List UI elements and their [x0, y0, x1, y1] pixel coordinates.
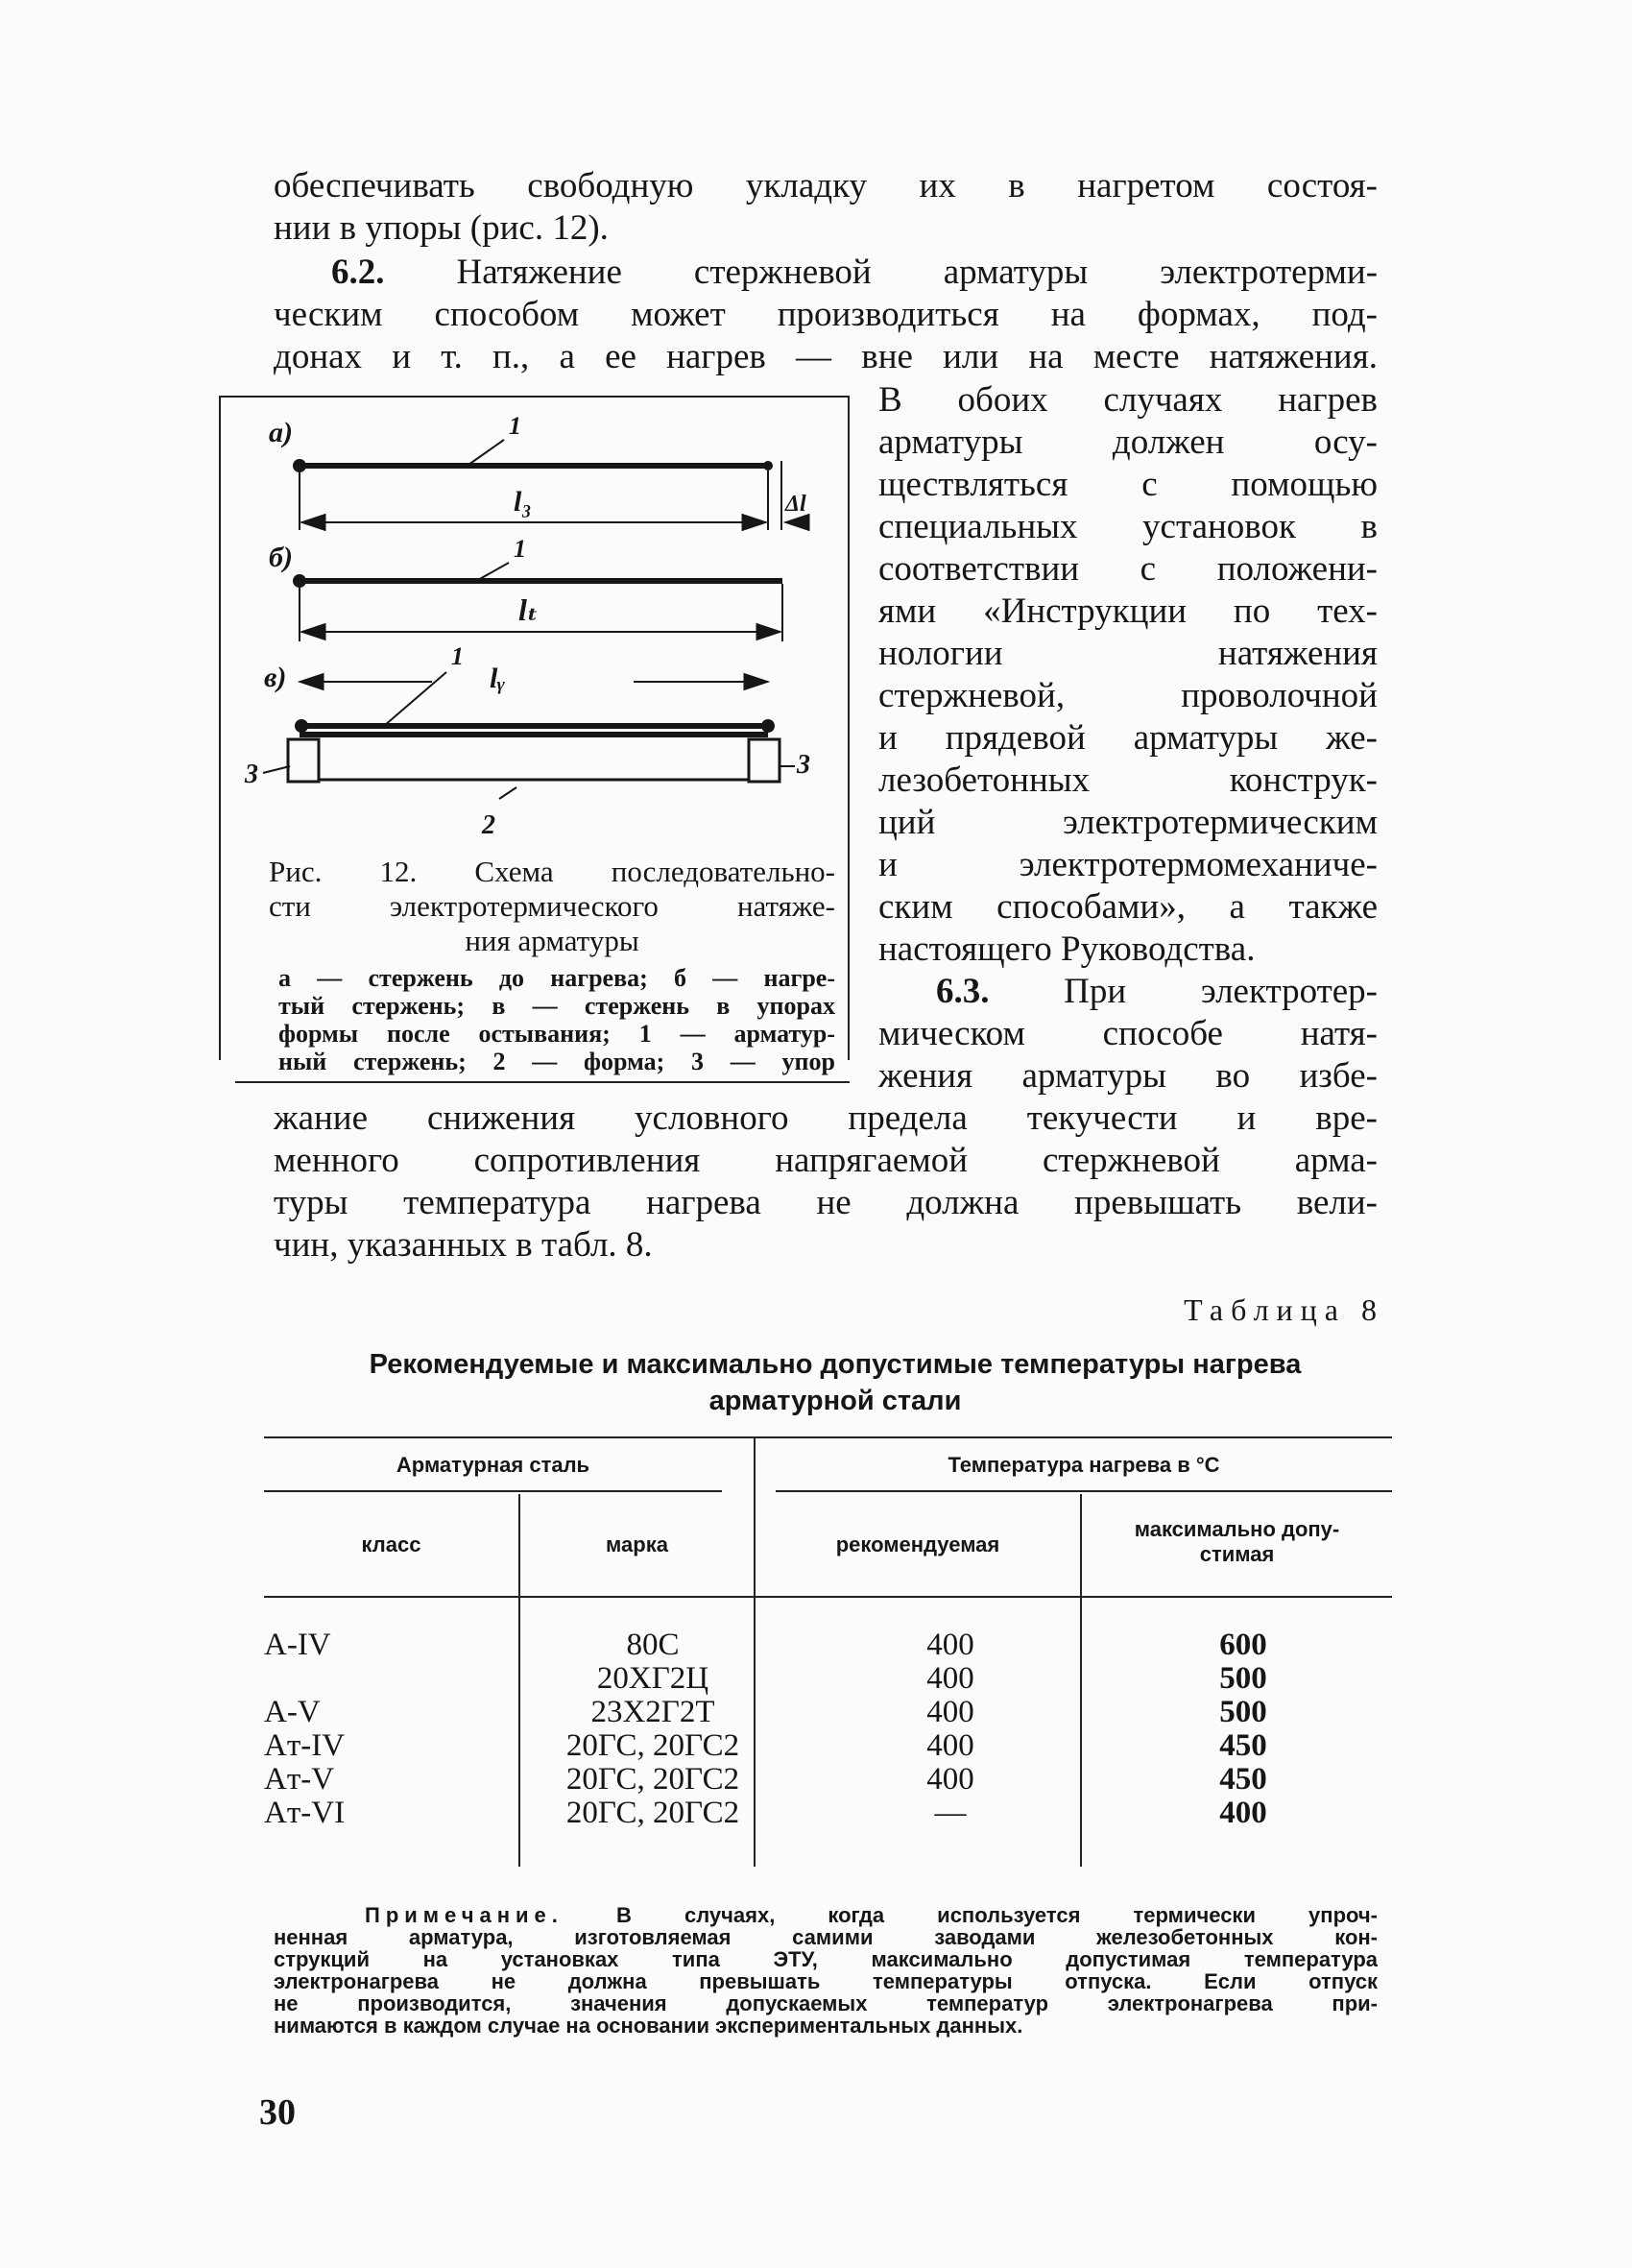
- figure-legend: [278, 964, 835, 1075]
- text-line: арматуры должен осу-: [878, 422, 1378, 462]
- page-number: 30: [259, 2092, 296, 2133]
- header-max-line: максимально допу-: [1134, 1517, 1340, 1541]
- header-steel: Арматурная сталь: [396, 1453, 590, 1477]
- text-line: жание снижения условного предела текучести и вре-: [274, 1098, 1378, 1138]
- row-6-class: Aт-VI: [264, 1796, 346, 1830]
- intro-paragraph: [274, 165, 1378, 250]
- text-line: стержневой, проволочной: [878, 676, 1378, 715]
- stop-right: [749, 739, 780, 782]
- row-1-max: 600: [1219, 1628, 1267, 1662]
- note-line: не производится, значения допускаемых температур электронагрева при-: [274, 1991, 1378, 2015]
- row-2-max: 500: [1219, 1661, 1267, 1696]
- text-line: донах и т. п., а ее нагрев — вне или на месте натяжения.: [274, 337, 1378, 376]
- rod-v: [300, 723, 770, 729]
- header-max-line: стимая: [1199, 1542, 1275, 1566]
- note-label: Примечание.: [365, 1903, 564, 1927]
- temperature-table: [264, 1436, 1392, 1869]
- header-group-rule-left: [264, 1490, 722, 1492]
- rod-a-end-right: [763, 461, 773, 470]
- header-group-rule-right: [776, 1490, 1392, 1492]
- label-l3: l₃: [514, 486, 532, 518]
- row-1-class: A-IV: [264, 1628, 331, 1662]
- rod-a-end-left: [293, 459, 306, 472]
- row-4-recommended: 400: [926, 1728, 974, 1763]
- section-number: 6.3.: [936, 972, 990, 1011]
- row-6-mark: 20ГС, 20ГС2: [565, 1796, 740, 1830]
- label-stop-left: 3: [245, 760, 258, 789]
- label-a: а): [269, 417, 293, 448]
- text-line: настоящего Руководства.: [878, 929, 1256, 969]
- row-5-recommended: 400: [926, 1762, 974, 1797]
- table-number: Таблица 8: [1184, 1292, 1384, 1327]
- note-line: электронагрева не должна превышать температуры отпуска. Если отпуск: [274, 1969, 1378, 1993]
- text-line: ческим способом может производиться на формах, под-: [274, 295, 1378, 334]
- text-line: нии в упоры (рис. 12).: [274, 208, 609, 248]
- table-title-line: Рекомендуемые и максимально допустимые температуры нагрева: [369, 1349, 1302, 1380]
- row-6-max: 400: [1219, 1796, 1267, 1830]
- row-1-recommended: 400: [926, 1628, 974, 1662]
- text-line: [274, 252, 1378, 294]
- text-line: нологии натяжения: [878, 634, 1378, 673]
- row-1-mark: 80С: [626, 1628, 680, 1662]
- section-number: 6.2.: [331, 253, 385, 292]
- text-line: лезобетонных конструк-: [878, 760, 1378, 800]
- row-3-recommended: 400: [926, 1695, 974, 1729]
- section-6-3-right: [878, 971, 1378, 1098]
- form-top: [300, 732, 768, 737]
- rod-b-end-left: [293, 574, 306, 588]
- text-line: В обоих случаях нагрев: [878, 380, 1378, 420]
- label-delta-l: Δl: [785, 492, 806, 517]
- row-4-mark: 20ГС, 20ГС2: [565, 1728, 740, 1763]
- header-temperature: Температура нагрева в °С: [948, 1453, 1220, 1477]
- figure-bottom-rule: [235, 1081, 850, 1083]
- row-4-class: Aт-IV: [264, 1728, 346, 1763]
- leader-rod-a: [468, 440, 504, 465]
- table-note: [274, 1904, 1378, 2037]
- row-5-class: Aт-V: [264, 1762, 335, 1797]
- text-line: соответствии с положени-: [878, 549, 1378, 589]
- text-line: ществляться с помощью: [878, 465, 1378, 504]
- text-line: обеспечивать свободную укладку их в нагретом состоя-: [274, 166, 1378, 205]
- text-line: чин, указанных в табл. 8.: [274, 1225, 653, 1265]
- text-line: менного сопротивления напрягаемой стержневой арма-: [274, 1141, 1378, 1180]
- header-bottom-rule: [264, 1596, 1392, 1598]
- note-fragment: В случаях, когда используется термически упроч-: [616, 1903, 1378, 1927]
- label-rod-v: 1: [451, 642, 464, 670]
- text-fragment: Натяжение стержневой арматуры электротерми-: [456, 253, 1379, 292]
- table-title: [278, 1346, 1392, 1419]
- text-line: жения арматуры во избе-: [878, 1056, 1378, 1096]
- figure-caption: [269, 855, 835, 958]
- rod-a: [298, 463, 768, 469]
- note-line: [274, 1904, 1378, 1926]
- text-line: туры температура нагрева не должна превышать вели-: [274, 1183, 1378, 1222]
- row-2-recommended: 400: [926, 1661, 974, 1696]
- note-line: ненная арматура, изготовляемая самими заводами железобетонных кон-: [274, 1925, 1378, 1949]
- text-line: мическом способе натя-: [878, 1014, 1378, 1053]
- label-stop-right: 3: [797, 750, 810, 780]
- section-6-2-paragraph: [274, 252, 1378, 378]
- section-6-3-continuation: [274, 1098, 1378, 1267]
- label-rod-a: 1: [509, 412, 521, 440]
- row-2-mark: 20ХГ2Ц: [596, 1661, 709, 1696]
- label-b: б): [269, 542, 293, 573]
- row-3-mark: 23Х2Г2Т: [590, 1695, 715, 1729]
- row-5-mark: 20ГС, 20ГС2: [565, 1762, 740, 1797]
- row-5-max: 450: [1219, 1762, 1267, 1797]
- text-line: ций электротермическим: [878, 803, 1378, 842]
- header-max-allowed: [1082, 1517, 1392, 1567]
- note-line: струкций на установках типа ЭТУ, максимально допустимая температура: [274, 1947, 1378, 1971]
- rod-b: [298, 578, 782, 584]
- table-title-line: арматурной стали: [708, 1386, 962, 1416]
- text-line: ями «Инструкции по тех-: [878, 591, 1378, 631]
- label-rod-b: 1: [514, 535, 526, 563]
- text-line: и электротермомеханиче-: [878, 845, 1378, 884]
- legend-line: тый стержень; в — стержень в упорах: [278, 992, 835, 1020]
- row-3-class: A-V: [264, 1695, 321, 1729]
- table-top-rule: [264, 1436, 1392, 1438]
- text-line: ским способами», а также: [878, 887, 1378, 927]
- legend-line: ный стержень; 2 — форма; 3 — упор: [278, 1048, 835, 1075]
- row-4-max: 450: [1219, 1728, 1267, 1763]
- row-3-max: 500: [1219, 1695, 1267, 1729]
- label-v: в): [264, 662, 287, 693]
- caption-line: сти электротермического натяже-: [269, 889, 835, 923]
- legend-line: формы после остывания; 1 — арматур-: [278, 1020, 835, 1048]
- text-line: [878, 971, 1378, 1013]
- text-fragment: При электротер-: [1064, 972, 1378, 1011]
- right-column-paragraph: [878, 379, 1378, 971]
- note-line: нимаются в каждом случае на основании экспериментальных данных.: [274, 2014, 1023, 2038]
- row-6-recommended: —: [934, 1796, 967, 1830]
- text-line: специальных установок в: [878, 507, 1378, 546]
- text-line: и прядевой арматуры же-: [878, 718, 1378, 758]
- header-mark: марка: [606, 1532, 668, 1556]
- tensioning-diagram: [230, 403, 845, 855]
- caption-line: Рис. 12. Схема последовательно-: [269, 855, 835, 888]
- legend-line: а — стержень до нагрева; б — нагре-: [278, 964, 835, 992]
- label-form: 2: [482, 810, 495, 840]
- caption-line: ния арматуры: [465, 924, 639, 957]
- label-lt: lₜ: [518, 592, 539, 627]
- header-class: класс: [361, 1532, 421, 1556]
- header-recommended: рекомендуемая: [835, 1532, 1000, 1556]
- stop-left: [288, 739, 319, 782]
- label-ly: lᵧ: [490, 663, 505, 694]
